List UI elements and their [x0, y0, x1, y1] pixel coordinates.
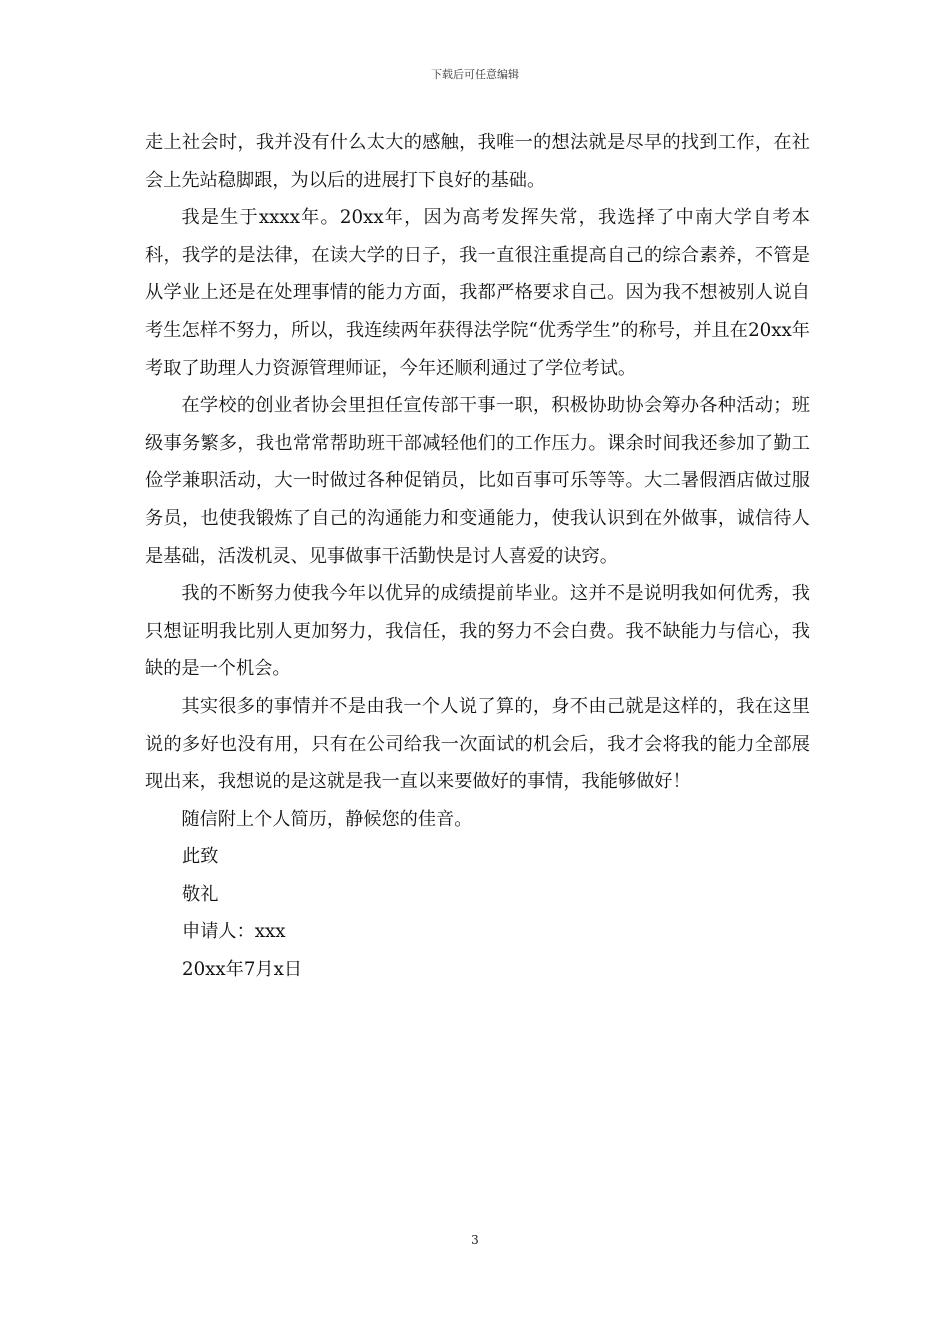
page-header-note: 下载后可任意编辑: [431, 68, 519, 81]
paragraph-2: 我是生于xxxx年。20xx年，因为高考发挥失常，我选择了中南大学自考本科，我学的是法律，在读大学的日子，我一直很注重提高自己的综合素养，不管是从学业上还是在处理事情的能力方面，我都严格要求自己。因为我不想被别人说自考生怎样不努力，所以，我连续两年获得法学院“优秀学生”的称号，并且在20xx年考取了助理人力资源管理师证，今年还顺利通过了学位考试。: [145, 207, 810, 379]
letter-date: 20xx年7月x日: [182, 959, 303, 981]
letter-body: [145, 124, 810, 989]
applicant-signature: 申请人：xxx: [182, 921, 286, 943]
paragraph-1: 走上社会时，我并没有什么太大的感触，我唯一的想法就是尽早的找到工作，在社会上先站稳脚跟，为以后的进展打下良好的基础。: [145, 132, 810, 191]
paragraph-4: 我的不断努力使我今年以优异的成绩提前毕业。这并不是说明我如何优秀，我只想证明我比别人更加努力，我信任，我的努力不会白费。我不缺能力与信心，我缺的是一个机会。: [145, 583, 810, 680]
page-number: 3: [471, 1233, 479, 1247]
paragraph-6: 随信附上个人简历，静候您的佳音。: [181, 808, 473, 830]
paragraph-3: 在学校的创业者协会里担任宣传部干事一职，积极协助协会筹办各种活动；班级事务繁多，我也常常帮助班干部减轻他们的工作压力。课余时间我还参加了勤工俭学兼职活动，大一时做过各种促销员，比如百事可乐等等。大二暑假酒店做过服务员，也使我锻炼了自己的沟通能力和变通能力，使我认识到在外做事，诚信待人是基础，活泼机灵、见事做事干活勤快是讨人喜爱的诀窍。: [145, 395, 810, 567]
paragraph-5: 其实很多的事情并不是由我一个人说了算的，身不由己就是这样的，我在这里说的多好也没有用，只有在公司给我一次面试的机会后，我才会将我的能力全部展现出来，我想说的是这就是我一直以来要做好的事情，我能够做好！: [145, 695, 810, 793]
closing-regards: 敬礼: [182, 883, 219, 905]
closing-salutation: 此致: [182, 846, 219, 868]
